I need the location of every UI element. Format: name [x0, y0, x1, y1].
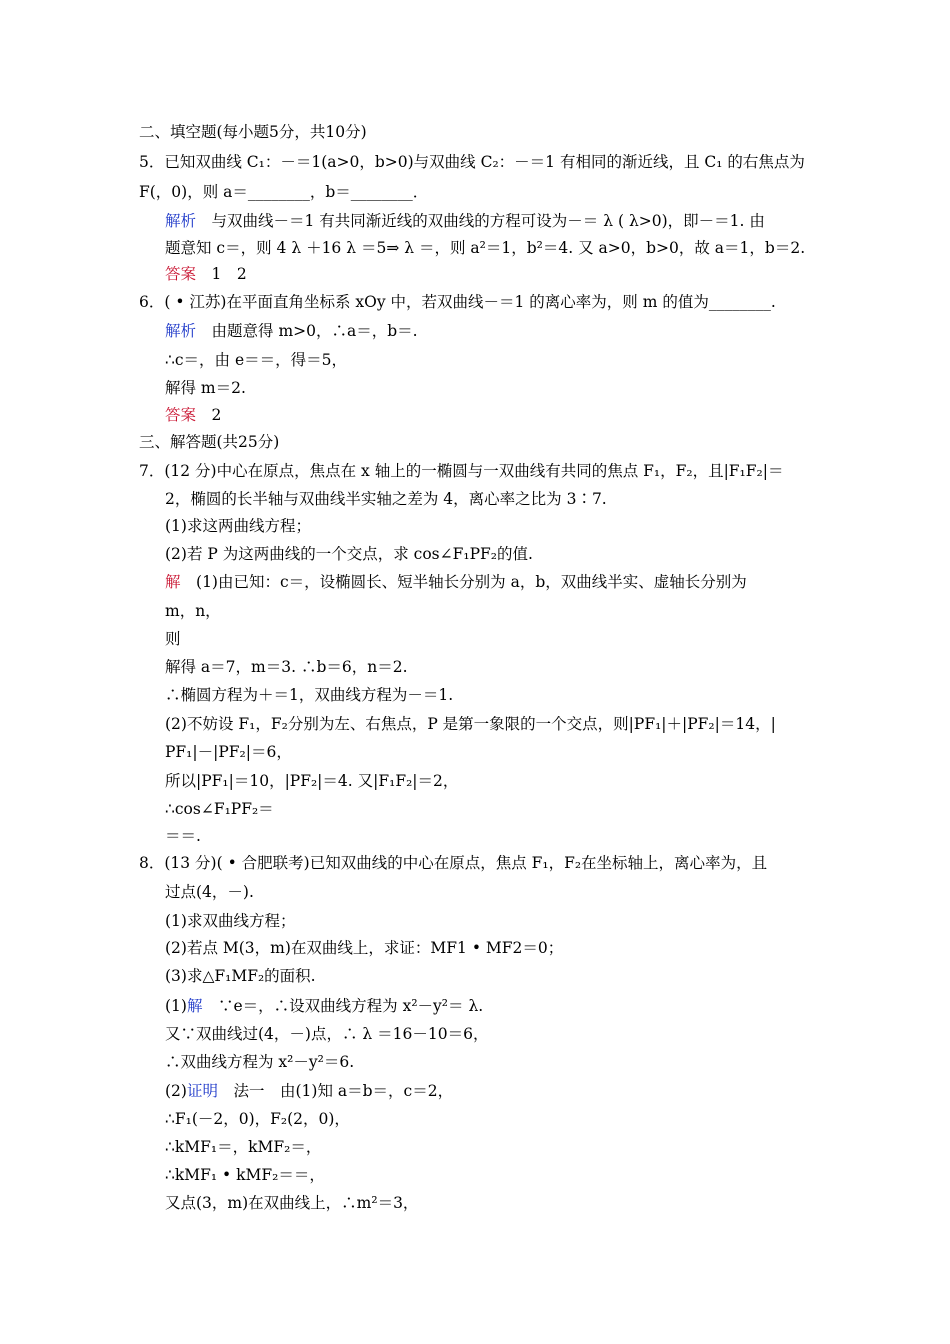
line-text: 8．(13 分)( • 合肥联考)已知双曲线的中心在原点，焦点 F₁，F₂在坐标轴上，离心率为，且 [139, 854, 768, 872]
text-line [139, 432, 279, 452]
solution-tag: 解析 [165, 212, 197, 230]
line-text: PF₁|－|PF₂|＝6， [165, 743, 292, 761]
line-text: 又∵双曲线过(4，－)点，∴ λ ＝16－10＝6， [165, 1025, 489, 1043]
text-line [165, 799, 274, 819]
text-line [165, 882, 254, 902]
line-text: 所以|PF₁|＝10，|PF₂|＝4. 又|F₁F₂|＝2， [165, 772, 459, 790]
text-line [165, 572, 747, 592]
text-line [165, 938, 563, 958]
text-line [165, 771, 458, 791]
text-line [165, 405, 221, 425]
line-prefix: (2) [165, 1082, 187, 1100]
line-text: 法一 由(1)知 a＝b＝，c＝2， [217, 1082, 454, 1100]
line-text: ∴双曲线方程为 x²－y²＝6. [165, 1053, 355, 1071]
text-line [165, 264, 247, 284]
answer-tag: 答案 [165, 265, 197, 283]
line-text: ∵e＝，∴设双曲线方程为 x²－y²＝ λ. [202, 997, 484, 1015]
text-line [165, 1109, 350, 1129]
text-line [165, 211, 765, 231]
line-text: 2 [196, 406, 222, 424]
line-text: ∴kMF₁ • kMF₂＝＝， [165, 1166, 325, 1184]
text-line [139, 461, 783, 481]
line-text: 题意知 c＝，则 4 λ ＋16 λ ＝5⇒ λ ＝，则 a²＝1，b²＝4. 又 a>0，b>0，故 a＝1，b＝2. [165, 239, 806, 257]
text-line [139, 122, 367, 142]
line-text: 三、解答题(共25分) [139, 433, 280, 451]
text-line [165, 1024, 488, 1044]
text-line [165, 742, 292, 762]
line-text: 6．( • 江苏)在平面直角坐标系 xOy 中，若双曲线－＝1 的离心率为，则 m 的值为________. [139, 293, 776, 311]
line-text: 又点(3，m)在双曲线上，∴m²＝3， [165, 1194, 419, 1212]
text-line [165, 1137, 321, 1157]
line-text: 5．已知双曲线 C₁：－＝1(a>0，b>0)与双曲线 C₂：－＝1 有相同的渐近线，且 C₁ 的右焦点为 [139, 153, 805, 171]
line-text: ∴cos∠F₁PF₂＝ [165, 800, 274, 818]
line-text: (2)不妨设 F₁，F₂分别为左、右焦点，P 是第一象限的一个交点，则|PF₁|＋|PF₂|＝14，| [165, 715, 776, 733]
text-line [139, 182, 428, 202]
text-line [165, 1193, 418, 1213]
line-text: 则 [165, 630, 181, 648]
line-text: ＝＝. [165, 827, 201, 845]
line-text: m，n， [165, 602, 221, 620]
line-text: 1 2 [196, 265, 247, 283]
text-line [165, 321, 418, 341]
text-line [165, 516, 311, 536]
text-line [165, 911, 295, 931]
line-text: 过点(4，－). [165, 883, 254, 901]
line-text: 2，椭圆的长半轴与双曲线半实轴之差为 4，离心率之比为 3∶7. [165, 490, 607, 508]
text-line [165, 350, 347, 370]
text-line [165, 489, 607, 509]
text-line [165, 966, 316, 986]
line-text: 解得 a＝7，m＝3. ∴b＝6，n＝2. [165, 658, 408, 676]
text-line [165, 826, 201, 846]
text-line [165, 378, 246, 398]
text-line [165, 1052, 354, 1072]
text-line [165, 629, 181, 649]
line-text: 由题意得 m>0，∴a＝，b＝. [196, 322, 418, 340]
line-text: (3)求△F₁MF₂的面积. [165, 967, 316, 985]
solution-tag: 解析 [165, 322, 197, 340]
line-text: ∴椭圆方程为＋＝1，双曲线方程为－＝1. [165, 686, 454, 704]
solution-tag: 证明 [186, 1082, 218, 1100]
text-line [165, 601, 221, 621]
line-text: 二、填空题(每小题5分，共10分) [139, 123, 367, 141]
line-text: F(，0)，则 a＝________，b＝________． [139, 183, 429, 201]
text-line [165, 238, 805, 258]
line-text: ∴F₁(－2，0)，F₂(2，0)， [165, 1110, 350, 1128]
text-line [165, 1081, 453, 1101]
line-text: 与双曲线－＝1 有共同渐近线的双曲线的方程可设为－＝ λ ( λ>0)，即－＝1. 由 [196, 212, 765, 230]
text-line [139, 152, 805, 172]
line-text: (1)由已知：c＝，设椭圆长、短半轴长分别为 a，b，双曲线半实、虚轴长分别为 [180, 573, 747, 591]
line-text: 7．(12 分)中心在原点，焦点在 x 轴上的一椭圆与一双曲线有共同的焦点 F₁，F₂，且|F₁F₂|＝ [139, 462, 784, 480]
text-line [165, 685, 453, 705]
line-text: (1)求双曲线方程； [165, 912, 296, 930]
answer-tag: 解 [165, 573, 181, 591]
text-line [165, 657, 408, 677]
text-line [165, 1165, 325, 1185]
text-line [165, 544, 533, 564]
line-text: 解得 m＝2. [165, 379, 246, 397]
line-text: (2)若 P 为这两曲线的一个交点，求 cos∠F₁PF₂的值. [165, 545, 533, 563]
line-text: ∴kMF₁＝，kMF₂＝， [165, 1138, 322, 1156]
answer-tag: 答案 [165, 406, 197, 424]
text-line [165, 996, 483, 1016]
line-prefix: (1) [165, 997, 187, 1015]
text-line [139, 292, 776, 312]
text-line [139, 853, 767, 873]
line-text: ∴c＝，由 e＝＝，得＝5， [165, 351, 348, 369]
line-text: (2)若点 M(3，m)在双曲线上，求证：MF1 • MF2＝0； [165, 939, 564, 957]
line-text: (1)求这两曲线方程； [165, 517, 311, 535]
solution-tag: 解 [186, 997, 203, 1015]
text-line [165, 714, 776, 734]
